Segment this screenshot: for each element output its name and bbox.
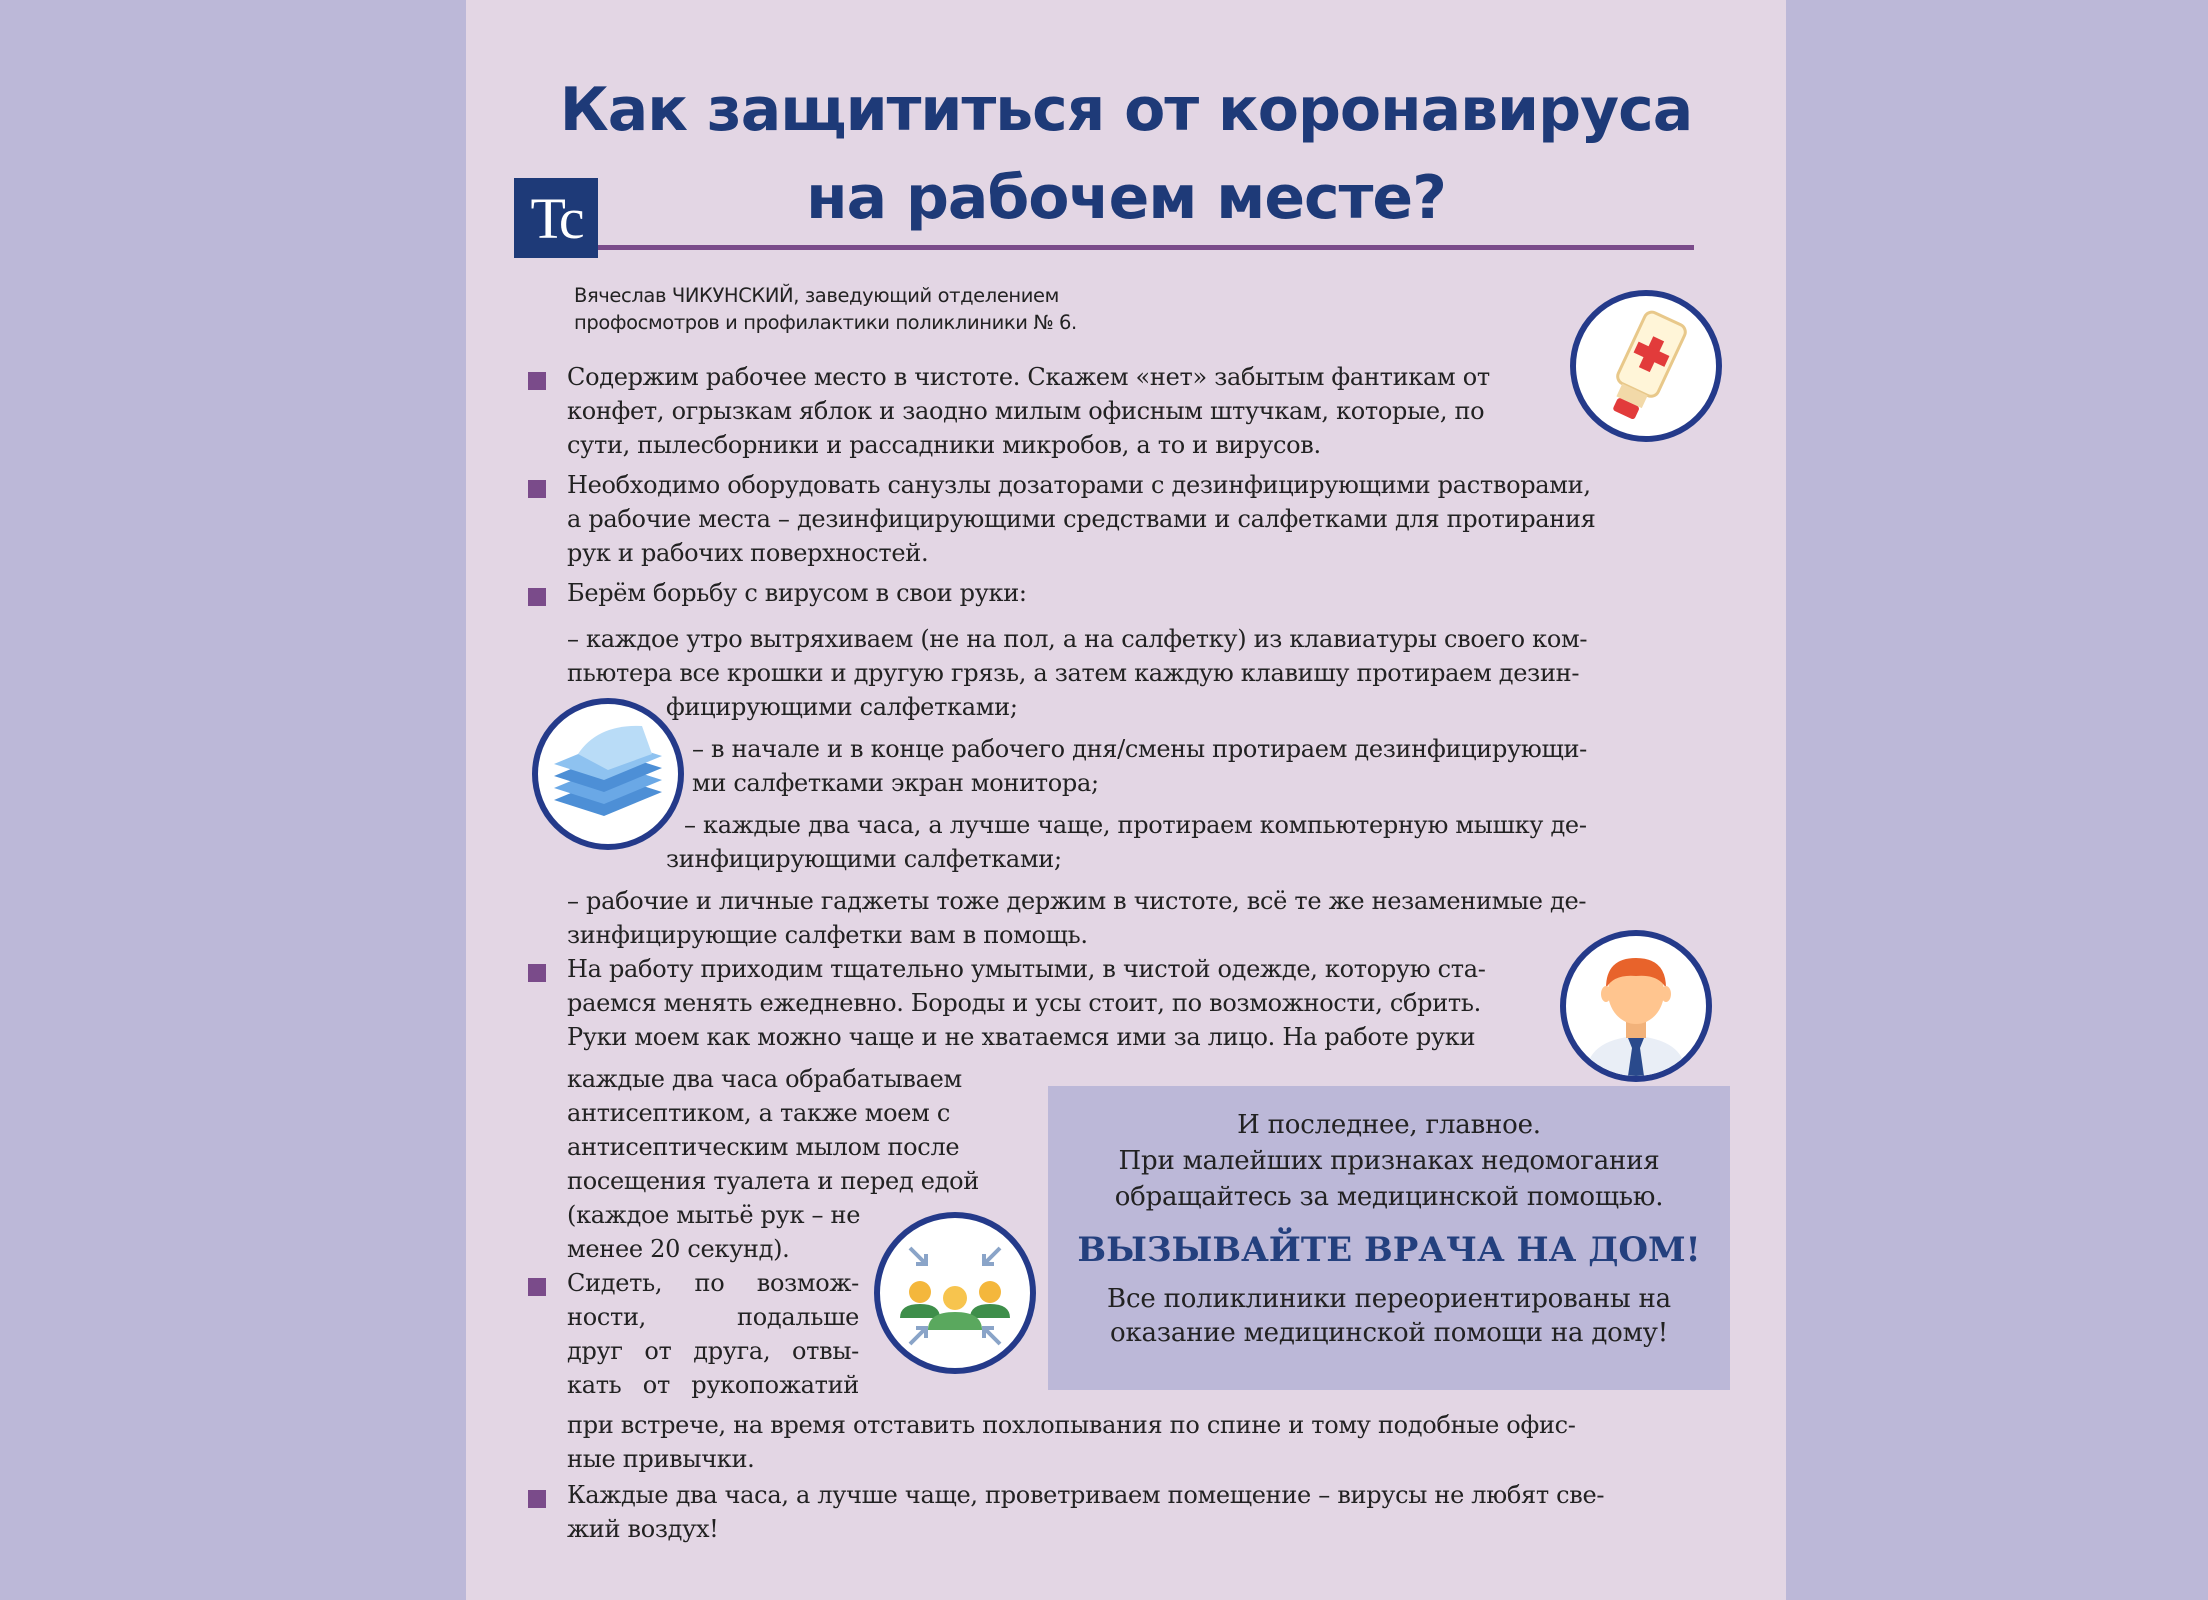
bullet-3-line-4: – в начале и в конце рабочего дня/смены протираем дезинфицирующи- (692, 735, 1587, 763)
title-divider (598, 245, 1694, 250)
callout-line-1: И последнее, главное. (1237, 1110, 1541, 1140)
bullet-5-line-3: друг от друга, отвы- (567, 1337, 859, 1365)
ointment-tube-icon (1570, 290, 1722, 442)
logo-badge: Tc (514, 178, 598, 258)
bullet-3-line-2: пьютера все крошки и другую грязь, а затем каждую клавишу протираем дезин- (567, 659, 1580, 687)
author-credit (574, 282, 1077, 336)
bullet-5-line-6: ные привычки. (567, 1445, 755, 1473)
bullet-6-line-1: Каждые два часа, а лучше чаще, проветриваем помещение – вирусы не любят све- (567, 1481, 1605, 1509)
bullet-3-head: Берём борьбу с вирусом в свои руки: (567, 579, 1027, 607)
bullet-marker (528, 588, 546, 606)
bullet-4-line-4: каждые два часа обрабатываем (567, 1065, 962, 1093)
bullet-5-line-4: кать от рукопожатий (567, 1371, 859, 1399)
bullet-marker (528, 964, 546, 982)
bullet-3-line-6: – каждые два часа, а лучше чаще, протираем компьютерную мышку де- (684, 811, 1587, 839)
people-distance-icon (874, 1212, 1036, 1374)
title-line-2: на рабочем месте? (806, 163, 1446, 233)
bullet-4-line-5: антисептиком, а также моем с (567, 1099, 950, 1127)
bullet-4-line-6: антисептическим мылом после (567, 1133, 960, 1161)
bullet-2-text: Необходимо оборудовать санузлы дозаторами с дезинфицирующими растворами, а рабочие места – дезинфицирующими средствами и салфетками для протирания рук и рабочих поверхностей. (567, 471, 1596, 567)
bullet-1-text: Содержим рабочее место в чистоте. Скажем «нет» забытым фантикам от конфет, огрызкам яблок и заодно милым офисным штучкам, которые, по сути, пылесборники и рассадники микробов, а то и вирусов. (567, 363, 1490, 459)
bullet-marker (528, 1490, 546, 1508)
bullet-3-line-9: зинфицирующие салфетки вам в помощь. (567, 921, 1088, 949)
bullet-marker (528, 480, 546, 498)
callout-box (1048, 1086, 1730, 1390)
bullet-6-line-2: жий воздух! (567, 1515, 719, 1543)
bullet-3-line-7: зинфицирующими салфетками; (666, 845, 1062, 873)
bullet-3-line-1: – каждое утро вытряхиваем (не на пол, а на салфетку) из клавиатуры своего ком- (567, 625, 1588, 653)
bullet-5-line-2: ности, подальше (567, 1303, 859, 1331)
bullet-4-line-7: посещения туалета и перед едой (567, 1167, 979, 1195)
bullet-3-line-3: фицирующими салфетками; (666, 693, 1018, 721)
page-title (466, 66, 1786, 242)
bullet-marker (528, 1278, 546, 1296)
callout-line-5: оказание медицинской помощи на дому! (1110, 1318, 1668, 1348)
callout-line-2: При малейших признаках недомогания (1118, 1146, 1660, 1176)
bullet-4-line-3: Руки моем как можно чаще и не хватаемся ими за лицо. На работе руки (567, 1023, 1476, 1051)
bullet-3-line-5: ми салфетками экран монитора; (692, 769, 1099, 797)
bullet-3-line-8: – рабочие и личные гаджеты тоже держим в чистоте, всё те же незаменимые де- (567, 887, 1587, 915)
author-line-1: Вячеслав ЧИКУНСКИЙ, заведующий отделением (574, 284, 1059, 307)
bullet-4-line-9: менее 20 секунд). (567, 1235, 790, 1263)
callout-line-3: обращайтесь за медицинской помощью. (1114, 1182, 1664, 1212)
bullet-marker (528, 372, 546, 390)
bullet-4-line-8: (каждое мытьё рук – не (567, 1201, 861, 1229)
bullet-5-line-5: при встрече, на время отставить похлопывания по спине и тому подобные офис- (567, 1411, 1576, 1439)
callout-cta: ВЫЗЫВАЙТЕ ВРАЧА НА ДОМ! (1077, 1230, 1701, 1270)
callout-line-4: Все поликлиники переориентированы на (1107, 1284, 1671, 1314)
title-line-1: Как защититься от коронавируса (559, 75, 1693, 145)
author-line-2: профосмотров и профилактики поликлиники № 6. (574, 311, 1077, 334)
bullet-5-line-1: Сидеть, по возмож- (567, 1269, 859, 1297)
bullet-4-line-2: раемся менять ежедневно. Бороды и усы стоит, по возможности, сбрить. (567, 989, 1481, 1017)
bullet-4-line-1: На работу приходим тщательно умытыми, в чистой одежде, которую ста- (567, 955, 1486, 983)
man-avatar-icon (1560, 930, 1712, 1082)
wipes-stack-icon (532, 698, 684, 850)
poster-page (466, 0, 1786, 1600)
